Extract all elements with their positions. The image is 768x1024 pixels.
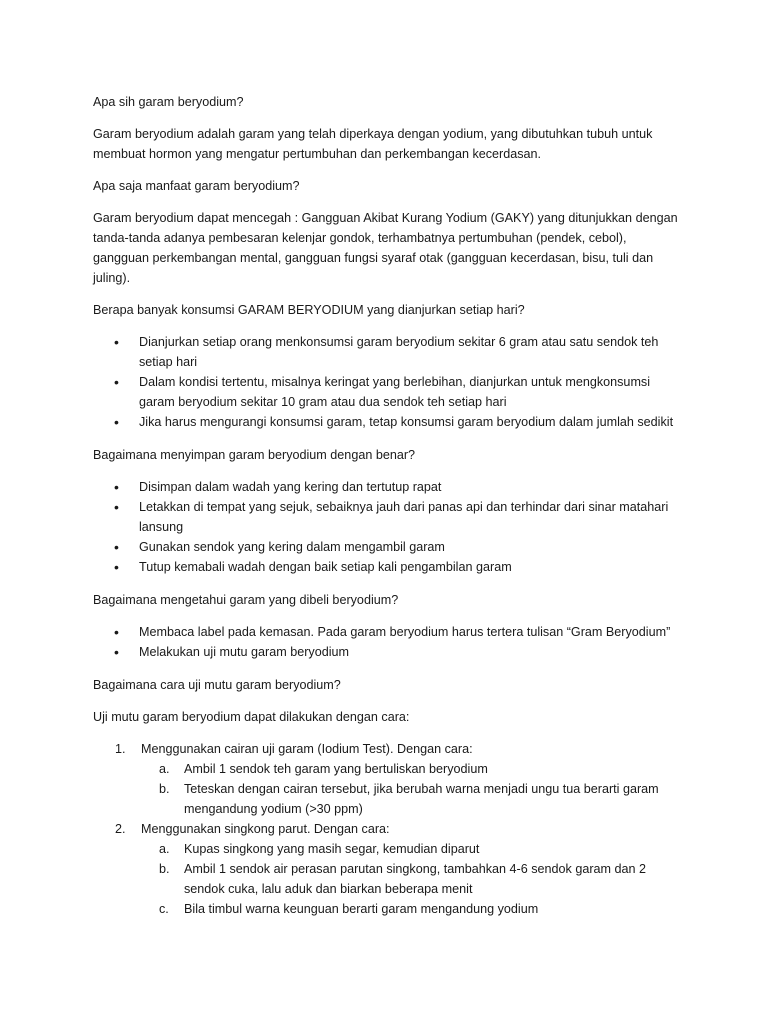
step-number: 1.: [115, 742, 126, 756]
list-item: • Disimpan dalam wadah yang kering dan tertutup rapat: [93, 477, 683, 497]
substep-text: Kupas singkong yang masih segar, kemudian diparut: [184, 842, 480, 856]
substep-list: [141, 759, 683, 819]
question-4: Bagaimana menyimpan garam beryodium dengan benar?: [93, 448, 416, 462]
question-5: Bagaimana mengetahui garam yang dibeli beryodium?: [93, 593, 399, 607]
list-item: • Gunakan sendok yang kering dalam mengambil garam: [93, 537, 683, 557]
substep-text: Ambil 1 sendok air perasan parutan singkong, tambahkan 4-6 sendok garam dan 2 sendok cuka, lalu aduk dan biarkan beberapa menit: [184, 862, 647, 896]
answer-1: Garam beryodium adalah garam yang telah diperkaya dengan yodium, yang dibutuhkan tubuh untuk membuat hormon yang mengatur pertumbuhan dan perkembangan kecerdasan.: [93, 127, 653, 161]
substep: [141, 759, 683, 779]
step-number: 2.: [115, 822, 126, 836]
substep-letter: a.: [159, 762, 170, 776]
substep: [141, 899, 683, 919]
substep-letter: a.: [159, 842, 170, 856]
substep-text: Bila timbul warna keunguan berarti garam mengandung yodium: [184, 902, 539, 916]
step-text: Menggunakan singkong parut. Dengan cara:: [141, 822, 390, 836]
list-item: • Dianjurkan setiap orang menkonsumsi garam beryodium sekitar 6 gram atau satu sendok teh setiap hari: [93, 332, 683, 372]
question-1: Apa sih garam beryodium?: [93, 95, 244, 109]
list-item: • Jika harus mengurangi konsumsi garam, tetap konsumsi garam beryodium dalam jumlah sedikit: [93, 412, 683, 432]
list-item: • Letakkan di tempat yang sejuk, sebaiknya jauh dari panas api dan terhindar dari sinar matahari lansung: [93, 497, 683, 537]
question-6: Bagaimana cara uji mutu garam beryodium?: [93, 678, 341, 692]
answer-6: Uji mutu garam beryodium dapat dilakukan dengan cara:: [93, 710, 410, 724]
substep-letter: b.: [159, 782, 170, 796]
check-list: [93, 622, 683, 662]
substep-letter: b.: [159, 862, 170, 876]
substep-letter: c.: [159, 902, 169, 916]
substep: [141, 839, 683, 859]
substep-text: Teteskan dengan cairan tersebut, jika berubah warna menjadi ungu tua berarti garam mengandung yodium (>30 ppm): [184, 782, 659, 816]
answer-2: Garam beryodium dapat mencegah : Gangguan Akibat Kurang Yodium (GAKY) yang ditunjukkan dengan tanda-tanda adanya pembesaran kelenjar gondok, terhambatnya pertumbuhan (pendek, cebol), gangguan perkembangan mental, gangguan fungsi syaraf otak (gangguan kecerdasan, bisu, tuli dan juling).: [93, 211, 678, 285]
document-body: [93, 92, 683, 919]
step-text: Menggunakan cairan uji garam (Iodium Test). Dengan cara:: [141, 742, 473, 756]
list-item: • Membaca label pada kemasan. Pada garam beryodium harus tertera tulisan “Gram Beryodium”: [93, 622, 683, 642]
question-3: Berapa banyak konsumsi GARAM BERYODIUM yang dianjurkan setiap hari?: [93, 303, 525, 317]
consumption-list: [93, 332, 683, 432]
test-steps-list: [93, 739, 683, 919]
test-step: [93, 739, 683, 819]
substep-text: Ambil 1 sendok teh garam yang bertuliskan beryodium: [184, 762, 488, 776]
question-2: Apa saja manfaat garam beryodium?: [93, 179, 300, 193]
list-item: • Dalam kondisi tertentu, misalnya keringat yang berlebihan, dianjurkan untuk mengkonsumsi garam beryodium sekitar 10 gram atau dua sendok teh setiap hari: [93, 372, 683, 412]
list-item: • Melakukan uji mutu garam beryodium: [93, 642, 683, 662]
test-step: [93, 819, 683, 919]
substep-list: [141, 839, 683, 919]
substep: [141, 859, 683, 899]
list-item: • Tutup kemabali wadah dengan baik setiap kali pengambilan garam: [93, 557, 683, 577]
storage-list: [93, 477, 683, 577]
substep: [141, 779, 683, 819]
